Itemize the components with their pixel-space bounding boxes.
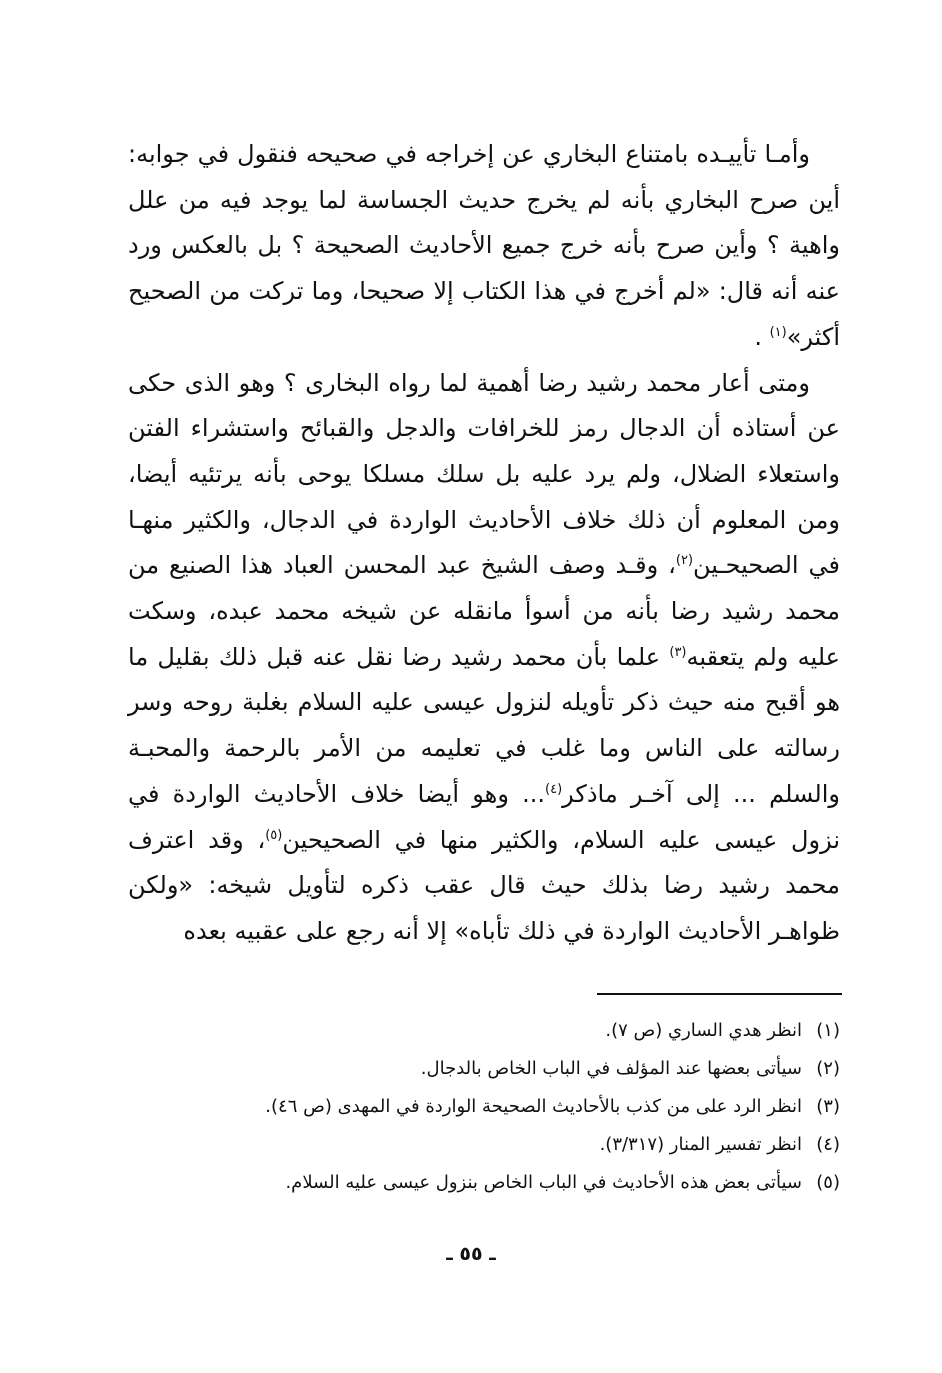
footnote-ref-1: (١) <box>769 324 787 340</box>
footnote-2 <box>170 1050 840 1088</box>
footnote-separator <box>597 993 842 995</box>
footnote-ref-2: (٢) <box>675 553 694 569</box>
footnote-4 <box>170 1126 840 1164</box>
paragraph-2-text-4: ... وهو أيضا خلاف الأحاديث الواردة في نزول عيسى عليه السلام، والكثير منها في الصحيحين <box>128 779 841 854</box>
footnote-number: (١) <box>816 1020 840 1041</box>
footnote-3 <box>170 1088 840 1126</box>
paragraph-1-text-2: . <box>754 322 770 351</box>
page-number: ـ ٥٥ ـ <box>446 1243 496 1265</box>
footnote-1 <box>170 1012 840 1050</box>
paragraph-2-text-3: علما بأن محمد رشيد رضا نقل عنه قبل ذلك بقليل ما هو أقبح منه حيث ذكر تأويله لنزول عيسى عليه السلام بغلبة روحه وسر رسالته على الناس وما غلب في تعليمه من الأمر بالرحمة والمحبـة والسلم ... إلى آخـر ماذكر <box>128 642 840 808</box>
footnote-number: (٥) <box>816 1172 840 1193</box>
paragraph-2-text-1: ومتى أعار محمد رشيد رضا أهمية لما رواه البخارى ؟ وهو الذى حكى عن أستاذه أن الدجال رمز للخرافات والدجل والقبائح واستشراء الفتن واستعلاء الضلال، ولم يرد عليه بل سلك مسلكا يوحى بأنه يرتئيه أيضا، ومن المعلوم أن ذلك خلاف الأحاديث الواردة في الدجال، والكثير منهـا في الصحيحـين <box>128 368 841 580</box>
paragraph-2 <box>128 361 840 955</box>
footnote-number: (٢) <box>816 1058 840 1079</box>
footnote-ref-3: (٣) <box>669 644 687 660</box>
paragraph-1-text-1: وأمـا تأييـده بامتناع البخاري عن إخراجه في صحيحه فنقول في جوابه: أين صرح البخاري بأنه لم يخرج حديث الجساسة لما يوجد فيه من علل واهية ؟ وأين صرح بأنه خرج جميع الأحاديث الصحيحة ؟ بل بالعكس ورد عنه أنه قال: «لم أخرج في هذا الكتاب إلا صحيحا، وما تركت من الصحيح أكثر» <box>128 140 840 351</box>
paragraph-1 <box>128 132 840 361</box>
paragraph-2-text-5: ، وقد اعترف محمد رشيد رضا بذلك حيث قال عقب ذكره لتأويل شيخه: «ولكن ظواهـر الأحاديث الواردة في ذلك تأباه» إلا أنه رجع على عقبيه بعده <box>128 825 840 945</box>
footnote-5 <box>170 1164 840 1202</box>
footnote-text: انظر الرد على من كذب بالأحاديث الصحيحة الواردة في المهدى (ص ٤٦). <box>265 1096 802 1117</box>
footnote-ref-4: (٤) <box>545 781 563 797</box>
footnote-number: (٤) <box>816 1134 840 1155</box>
footnote-text: سيأتى بعضها عند المؤلف في الباب الخاص بالدجال. <box>420 1058 802 1079</box>
main-text <box>128 132 840 955</box>
paragraph-2-text-2: ، وقـد وصف الشيخ عبد المحسن العباد هذا الصنيع من محمد رشيد رضا بأنه من أسوأ مانقله عن شيخه محمد عبده، وسكت عليه ولم يتعقبه <box>128 551 840 671</box>
footnote-text: انظر هدي الساري (ص ٧). <box>605 1020 802 1041</box>
footnote-text: سيأتى بعض هذه الأحاديث في الباب الخاص بنزول عيسى عليه السلام. <box>285 1172 802 1193</box>
footnote-ref-5: (٥) <box>265 827 283 843</box>
footnote-text: انظر تفسير المنار (٣/٣١٧). <box>599 1134 802 1155</box>
footnotes <box>170 1012 840 1202</box>
footnote-number: (٣) <box>816 1096 840 1117</box>
